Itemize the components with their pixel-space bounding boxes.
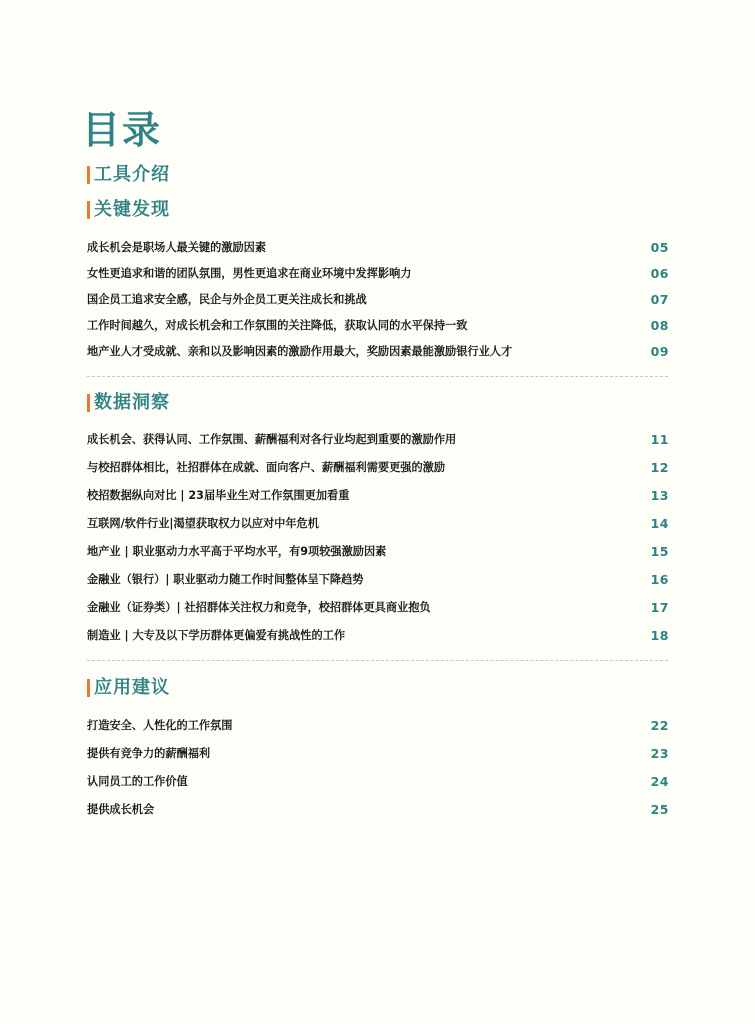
toc-entry[interactable] [87, 627, 669, 645]
toc-entry-title: 国企员工追求安全感，民企与外企员工更关注成长和挑战 [87, 293, 367, 306]
toc-entry-title: 金融业（银行）| 职业驱动力随工作时间整体呈下降趋势 [87, 573, 364, 586]
section-heading-label: 关键发现 [94, 199, 170, 220]
toc-entry-page-number: 25 [650, 802, 669, 817]
toc-entry[interactable] [87, 717, 669, 735]
toc-entry[interactable] [87, 317, 669, 335]
toc-entry[interactable] [87, 239, 669, 257]
toc-entry-page-number: 17 [650, 600, 669, 615]
toc-entry-title: 地产业 | 职业驱动力水平高于平均水平，有9项较强激励因素 [87, 545, 387, 558]
section-marker-bar [87, 201, 90, 219]
toc-entry-title: 校招数据纵向对比 | 23届毕业生对工作氛围更加看重 [87, 489, 350, 502]
section-marker-bar [87, 166, 90, 184]
toc-entry-title: 成长机会是职场人最关键的激励因素 [87, 241, 267, 254]
toc-entry-title: 成长机会、获得认同、工作氛围、薪酬福利对各行业均起到重要的激励作用 [87, 433, 457, 446]
section-heading-label: 数据洞察 [94, 392, 170, 413]
toc-entry-title: 女性更追求和谐的团队氛围，男性更追求在商业环境中发挥影响力 [87, 267, 412, 280]
section-marker-bar [87, 394, 90, 412]
toc-entry[interactable] [87, 745, 669, 763]
toc-entry-title: 提供成长机会 [87, 803, 155, 816]
toc-entry-title: 工作时间越久，对成长机会和工作氛围的关注降低，获取认同的水平保持一致 [87, 319, 468, 332]
section-heading-label: 工具介绍 [94, 164, 170, 185]
section-divider [87, 660, 668, 661]
toc-entry[interactable] [87, 773, 669, 791]
toc-entry-title: 制造业 | 大专及以下学历群体更偏爱有挑战性的工作 [87, 629, 346, 642]
toc-entry-title: 互联网/软件行业|渴望获取权力以应对中年危机 [87, 517, 319, 530]
page-title: 目录 [82, 108, 163, 152]
toc-entry[interactable] [87, 343, 669, 361]
toc-entry-page-number: 14 [650, 516, 669, 531]
toc-entry-page-number: 24 [650, 774, 669, 789]
toc-entry-page-number: 13 [650, 488, 669, 503]
toc-entry-title: 金融业（证券类）| 社招群体关注权力和竞争，校招群体更具商业抱负 [87, 601, 431, 614]
toc-entry-page-number: 16 [650, 572, 669, 587]
toc-entry[interactable] [87, 291, 669, 309]
toc-entry-page-number: 22 [650, 718, 669, 733]
section-marker-bar [87, 679, 90, 697]
toc-entry-page-number: 06 [650, 266, 669, 281]
toc-entry-title: 打造安全、人性化的工作氛围 [87, 719, 233, 732]
section-heading-application-advice[interactable] [87, 676, 170, 700]
toc-entry[interactable] [87, 515, 669, 533]
section-heading-label: 应用建议 [94, 677, 170, 698]
toc-entry[interactable] [87, 571, 669, 589]
section-divider [87, 376, 668, 377]
toc-entry-page-number: 09 [650, 344, 669, 359]
toc-entry[interactable] [87, 265, 669, 283]
toc-entry-page-number: 12 [650, 460, 669, 475]
toc-entry-page-number: 07 [650, 292, 669, 307]
toc-entry[interactable] [87, 599, 669, 617]
toc-entry-title: 提供有竞争力的薪酬福利 [87, 747, 211, 760]
toc-entry-title: 认同员工的工作价值 [87, 775, 188, 788]
toc-entry[interactable] [87, 459, 669, 477]
section-heading-key-findings[interactable] [87, 198, 170, 222]
toc-entry-page-number: 05 [650, 240, 669, 255]
toc-entry-title: 地产业人才受成就、亲和以及影响因素的激励作用最大，奖励因素最能激励银行业人才 [87, 345, 513, 358]
toc-entry-page-number: 15 [650, 544, 669, 559]
toc-entry-page-number: 23 [650, 746, 669, 761]
toc-entry[interactable] [87, 543, 669, 561]
section-heading-data-insights[interactable] [87, 391, 170, 415]
toc-entry-title: 与校招群体相比，社招群体在成就、面向客户、薪酬福利需要更强的激励 [87, 461, 446, 474]
section-heading-tool-intro[interactable] [87, 163, 170, 187]
toc-entry[interactable] [87, 431, 669, 449]
toc-entry-page-number: 18 [650, 628, 669, 643]
toc-entry-page-number: 08 [650, 318, 669, 333]
toc-entry-page-number: 11 [650, 432, 669, 447]
toc-entry[interactable] [87, 487, 669, 505]
toc-entry[interactable] [87, 801, 669, 819]
